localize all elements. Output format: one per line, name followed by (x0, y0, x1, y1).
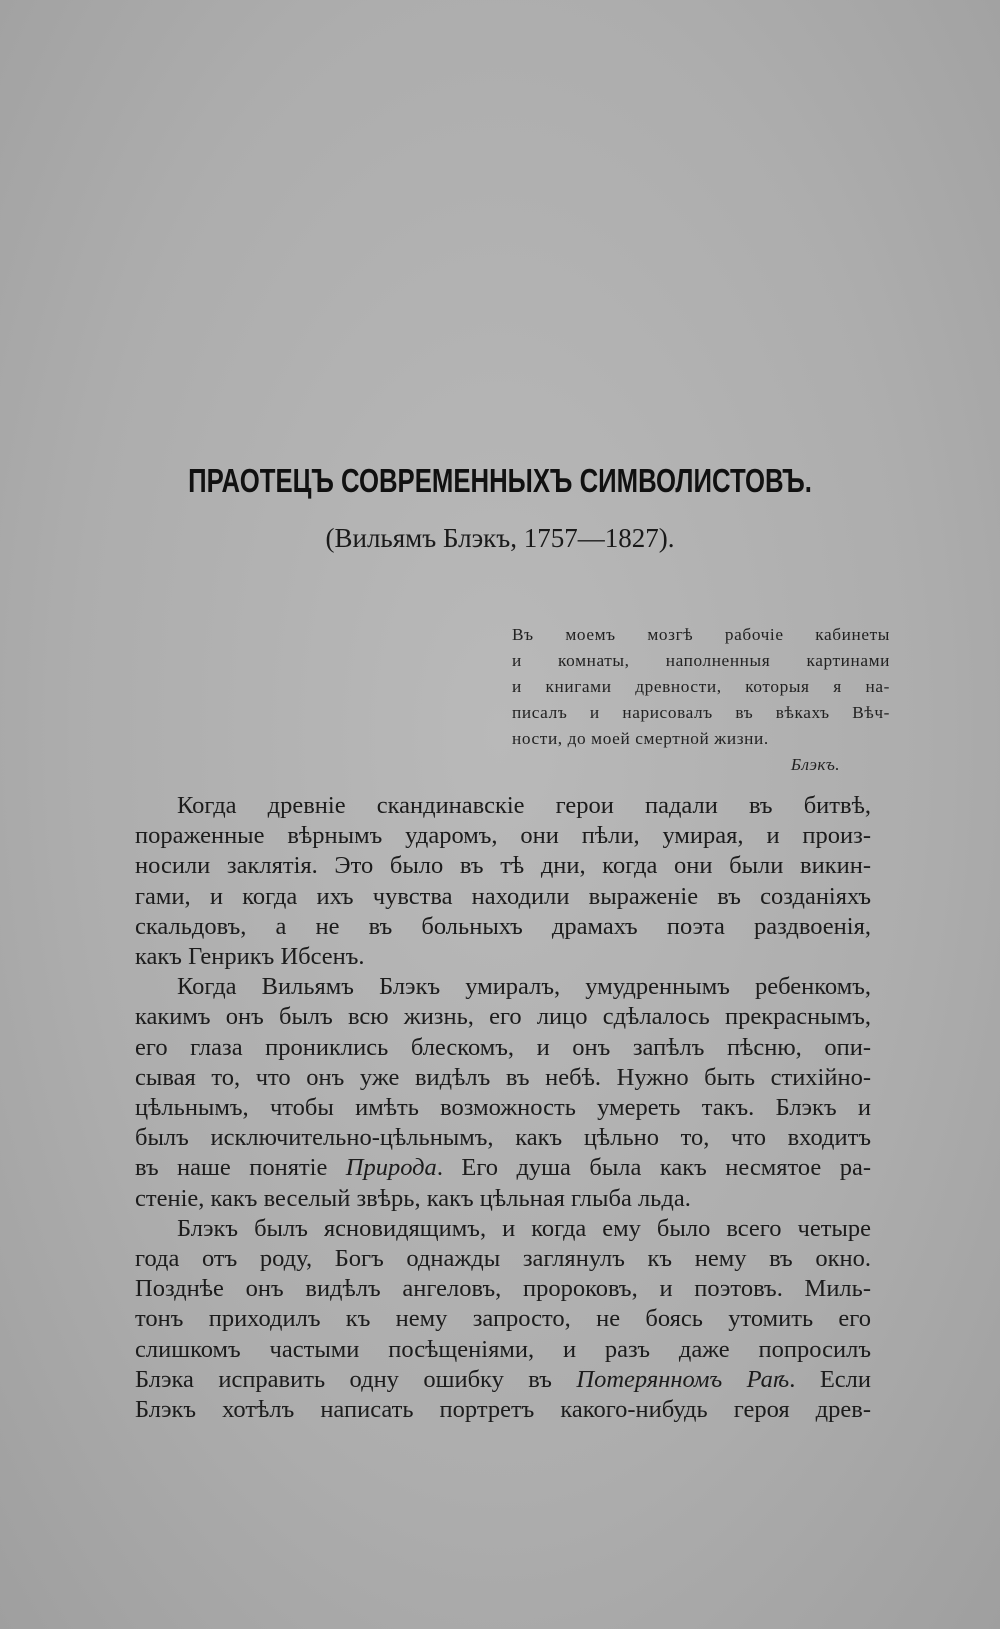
body-text (135, 791, 871, 1425)
paragraph-3-line: Позднѣе онъ видѣлъ ангеловъ, пророковъ, и поэтовъ. Миль- (135, 1275, 871, 1303)
paragraph-3-line: тонъ приходилъ къ нему запросто, не боясь утомить его (135, 1305, 871, 1333)
paragraph-2-line: Когда Вильямъ Блэкъ умиралъ, умудреннымъ ребенкомъ, (177, 973, 871, 1001)
paragraph-2-line: его глаза прониклись блескомъ, и онъ запѣлъ пѣсню, опи- (135, 1033, 871, 1061)
page-title: ПРАОТЕЦЪ СОВРЕМЕННЫХЪ СИМВОЛИСТОВЪ. (188, 462, 812, 499)
epigraph-line: и книгами древности, которыя я на- (512, 677, 890, 696)
subtitle: (Вильямъ Блэкъ, 1757—1827). (325, 523, 675, 553)
paragraph-2-line: сывая то, что онъ уже видѣлъ въ небѣ. Нужно быть стихійно- (135, 1063, 871, 1091)
paragraph-2-line: какимъ онъ былъ всю жизнь, его лицо сдѣлалось прекраснымъ, (135, 1003, 871, 1031)
paragraph-2-line (135, 1153, 871, 1183)
paragraph-3-line: года отъ роду, Богъ однажды заглянулъ къ нему въ окно. (135, 1245, 871, 1273)
paragraph-3-line: Блэкъ хотѣлъ написать портретъ какого-нибудь героя древ- (135, 1396, 871, 1424)
paragraph-1-line: скальдовъ, а не въ больныхъ драмахъ поэта раздвоенія, (135, 912, 871, 940)
text-run: въ наше понятіе (135, 1154, 346, 1182)
paragraph-1-line: носили заклятія. Это было въ тѣ дни, когда они были викин- (135, 852, 871, 880)
paragraph-1-line: пораженные вѣрнымъ ударомъ, они пѣли, умирая, и произ- (135, 822, 871, 850)
paragraph-1-line: Когда древніе скандинавскіе герои падали въ битвѣ, (177, 792, 871, 819)
paragraph-3-line: слишкомъ частыми посѣщеніями, и разъ даже попросилъ (135, 1335, 871, 1363)
text-run: Блэка исправить одну ошибку въ (135, 1365, 577, 1393)
epigraph-line: и комнаты, наполненныя картинами (512, 651, 890, 670)
paragraph-3-line (135, 1365, 871, 1395)
paragraph-2-line: стеніе, какъ веселый звѣрь, какъ цѣльная глыба льда. (135, 1184, 691, 1212)
italic-term-priroda: Природа (345, 1154, 437, 1182)
text-run: . Его душа была какъ несмятое ра- (436, 1154, 871, 1182)
epigraph-line: Въ моемъ мозгѣ рабочіе кабинеты (512, 625, 890, 644)
paragraph-2-line: былъ исключительно-цѣльнымъ, какъ цѣльно то, что входитъ (135, 1124, 871, 1152)
italic-title-lost-paradise: Потерянномъ Раѣ (576, 1365, 790, 1393)
paragraph-1-line: какъ Генрикъ Ибсенъ. (135, 943, 365, 971)
paragraph-2-line: цѣльнымъ, чтобы имѣть возможность умереть такъ. Блэкъ и (135, 1094, 871, 1122)
text-run: . Если (789, 1365, 871, 1393)
epigraph-line: писалъ и нарисовалъ въ вѣкахъ Вѣч- (512, 703, 890, 722)
paragraph-3-line: Блэкъ былъ ясновидящимъ, и когда ему было всего четыре (177, 1214, 871, 1242)
epigraph (512, 622, 890, 778)
epigraph-author: Блэкъ. (790, 755, 840, 774)
epigraph-line: ности, до моей смертной жизни. (512, 729, 769, 748)
paragraph-1-line: гами, и когда ихъ чувства находили выраженіе въ созданіяхъ (135, 882, 871, 910)
